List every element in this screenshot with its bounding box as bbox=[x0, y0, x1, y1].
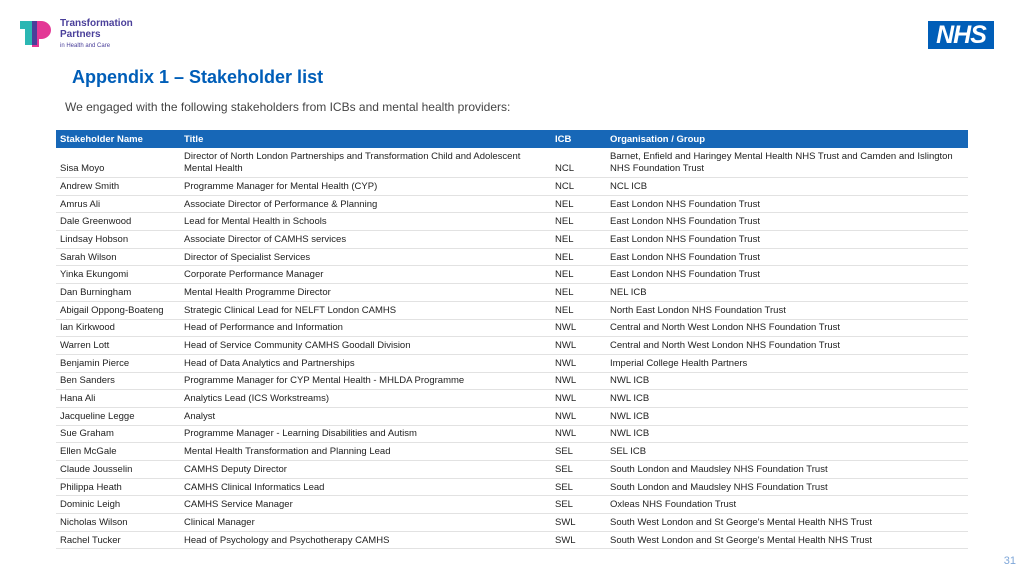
page-title: Appendix 1 – Stakeholder list bbox=[72, 67, 324, 87]
cell-name: Benjamin Pierce bbox=[56, 354, 180, 372]
cell-icb: SWL bbox=[551, 514, 606, 532]
table-row bbox=[56, 443, 968, 461]
cell-name: Nicholas Wilson bbox=[56, 514, 180, 532]
cell-icb: NWL bbox=[551, 425, 606, 443]
cell-title: Director of Specialist Services bbox=[180, 248, 551, 266]
cell-title: Mental Health Transformation and Planning Lead bbox=[180, 443, 551, 461]
cell-organisation: East London NHS Foundation Trust bbox=[606, 213, 968, 231]
table-row bbox=[56, 266, 968, 284]
cell-title: CAMHS Clinical Informatics Lead bbox=[180, 478, 551, 496]
cell-name: Andrew Smith bbox=[56, 178, 180, 196]
cell-title: CAMHS Deputy Director bbox=[180, 461, 551, 479]
cell-title: Mental Health Programme Director bbox=[180, 284, 551, 302]
cell-icb: SEL bbox=[551, 478, 606, 496]
cell-organisation: NWL ICB bbox=[606, 407, 968, 425]
cell-organisation: NWL ICB bbox=[606, 425, 968, 443]
cell-icb: NEL bbox=[551, 195, 606, 213]
cell-icb: NWL bbox=[551, 337, 606, 355]
cell-icb: NCL bbox=[551, 148, 606, 178]
cell-name: Ian Kirkwood bbox=[56, 319, 180, 337]
cell-organisation: South London and Maudsley NHS Foundation Trust bbox=[606, 461, 968, 479]
column-header-organisation: Organisation / Group bbox=[606, 130, 968, 148]
cell-organisation: East London NHS Foundation Trust bbox=[606, 266, 968, 284]
logo-text-line1: Transformation bbox=[60, 18, 133, 29]
cell-organisation: Central and North West London NHS Foundation Trust bbox=[606, 319, 968, 337]
cell-title: Lead for Mental Health in Schools bbox=[180, 213, 551, 231]
cell-title: Head of Performance and Information bbox=[180, 319, 551, 337]
cell-name: Claude Jousselin bbox=[56, 461, 180, 479]
logo-text-line2: Partners bbox=[60, 29, 101, 40]
table-row bbox=[56, 178, 968, 196]
cell-organisation: East London NHS Foundation Trust bbox=[606, 248, 968, 266]
cell-title: CAMHS Service Manager bbox=[180, 496, 551, 514]
cell-name: Hana Ali bbox=[56, 390, 180, 408]
cell-title: Analyst bbox=[180, 407, 551, 425]
cell-icb: NEL bbox=[551, 248, 606, 266]
tp-logo-mark bbox=[20, 18, 56, 48]
table-row bbox=[56, 478, 968, 496]
cell-organisation: NCL ICB bbox=[606, 178, 968, 196]
cell-name: Philippa Heath bbox=[56, 478, 180, 496]
table-row bbox=[56, 337, 968, 355]
cell-icb: NEL bbox=[551, 213, 606, 231]
cell-icb: SWL bbox=[551, 531, 606, 549]
cell-name: Dale Greenwood bbox=[56, 213, 180, 231]
table-row bbox=[56, 319, 968, 337]
cell-name: Ellen McGale bbox=[56, 443, 180, 461]
cell-organisation: South West London and St George's Mental Health NHS Trust bbox=[606, 514, 968, 532]
logo-text-line3: in Health and Care bbox=[60, 43, 111, 49]
table-row bbox=[56, 248, 968, 266]
page-number: 31 bbox=[1003, 555, 1016, 567]
cell-name: Amrus Ali bbox=[56, 195, 180, 213]
column-header-icb: ICB bbox=[551, 130, 606, 148]
cell-icb: SEL bbox=[551, 496, 606, 514]
cell-icb: NWL bbox=[551, 354, 606, 372]
cell-icb: NEL bbox=[551, 266, 606, 284]
cell-organisation: Imperial College Health Partners bbox=[606, 354, 968, 372]
cell-icb: NEL bbox=[551, 301, 606, 319]
cell-organisation: NWL ICB bbox=[606, 390, 968, 408]
cell-title: Associate Director of CAMHS services bbox=[180, 231, 551, 249]
cell-title: Associate Director of Performance & Planning bbox=[180, 195, 551, 213]
column-header-title: Title bbox=[180, 130, 551, 148]
cell-title: Head of Psychology and Psychotherapy CAMHS bbox=[180, 531, 551, 549]
cell-title: Head of Data Analytics and Partnerships bbox=[180, 354, 551, 372]
table-row bbox=[56, 390, 968, 408]
column-header-name: Stakeholder Name bbox=[56, 130, 180, 148]
cell-icb: NCL bbox=[551, 178, 606, 196]
table-row bbox=[56, 148, 968, 178]
cell-organisation: East London NHS Foundation Trust bbox=[606, 231, 968, 249]
table-row bbox=[56, 301, 968, 319]
cell-name: Ben Sanders bbox=[56, 372, 180, 390]
stakeholder-table bbox=[56, 130, 968, 549]
cell-icb: SEL bbox=[551, 443, 606, 461]
cell-organisation: North East London NHS Foundation Trust bbox=[606, 301, 968, 319]
cell-name: Sisa Moyo bbox=[56, 148, 180, 178]
cell-organisation: South West London and St George's Mental Health NHS Trust bbox=[606, 531, 968, 549]
table-row bbox=[56, 284, 968, 302]
cell-icb: SEL bbox=[551, 461, 606, 479]
cell-name: Yinka Ekungomi bbox=[56, 266, 180, 284]
cell-title: Director of North London Partnerships and Transformation Child and Adolescent Mental Health bbox=[180, 148, 551, 178]
table-row bbox=[56, 195, 968, 213]
cell-title: Programme Manager - Learning Disabilities and Autism bbox=[180, 425, 551, 443]
cell-name: Sue Graham bbox=[56, 425, 180, 443]
cell-name: Lindsay Hobson bbox=[56, 231, 180, 249]
table-row bbox=[56, 213, 968, 231]
cell-organisation: Central and North West London NHS Foundation Trust bbox=[606, 337, 968, 355]
table-row bbox=[56, 231, 968, 249]
table-row bbox=[56, 372, 968, 390]
table-row bbox=[56, 514, 968, 532]
cell-organisation: NEL ICB bbox=[606, 284, 968, 302]
cell-name: Warren Lott bbox=[56, 337, 180, 355]
cell-icb: NWL bbox=[551, 407, 606, 425]
cell-icb: NWL bbox=[551, 319, 606, 337]
table-row bbox=[56, 425, 968, 443]
cell-title: Programme Manager for Mental Health (CYP) bbox=[180, 178, 551, 196]
table-row bbox=[56, 531, 968, 549]
cell-organisation: South London and Maudsley NHS Foundation Trust bbox=[606, 478, 968, 496]
cell-name: Abigail Oppong-Boateng bbox=[56, 301, 180, 319]
nhs-logo: NHS bbox=[928, 21, 994, 49]
cell-icb: NEL bbox=[551, 231, 606, 249]
cell-name: Rachel Tucker bbox=[56, 531, 180, 549]
cell-organisation: Oxleas NHS Foundation Trust bbox=[606, 496, 968, 514]
cell-organisation: Barnet, Enfield and Haringey Mental Health NHS Trust and Camden and Islington NHS Foundation Trust bbox=[606, 148, 968, 178]
cell-icb: NEL bbox=[551, 284, 606, 302]
table-row bbox=[56, 461, 968, 479]
cell-icb: NWL bbox=[551, 372, 606, 390]
table-row bbox=[56, 496, 968, 514]
cell-name: Dominic Leigh bbox=[56, 496, 180, 514]
cell-name: Jacqueline Legge bbox=[56, 407, 180, 425]
cell-title: Programme Manager for CYP Mental Health - MHLDA Programme bbox=[180, 372, 551, 390]
cell-name: Sarah Wilson bbox=[56, 248, 180, 266]
cell-organisation: SEL ICB bbox=[606, 443, 968, 461]
cell-organisation: East London NHS Foundation Trust bbox=[606, 195, 968, 213]
cell-title: Strategic Clinical Lead for NELFT London CAMHS bbox=[180, 301, 551, 319]
cell-title: Analytics Lead (ICS Workstreams) bbox=[180, 390, 551, 408]
page-subtitle: We engaged with the following stakeholders from ICBs and mental health providers: bbox=[65, 100, 511, 114]
cell-name: Dan Burningham bbox=[56, 284, 180, 302]
tp-logo bbox=[20, 18, 133, 52]
cell-organisation: NWL ICB bbox=[606, 372, 968, 390]
cell-title: Corporate Performance Manager bbox=[180, 266, 551, 284]
table-row bbox=[56, 354, 968, 372]
cell-title: Head of Service Community CAMHS Goodall Division bbox=[180, 337, 551, 355]
table-row bbox=[56, 407, 968, 425]
cell-icb: NWL bbox=[551, 390, 606, 408]
cell-title: Clinical Manager bbox=[180, 514, 551, 532]
table-header-row bbox=[56, 130, 968, 148]
